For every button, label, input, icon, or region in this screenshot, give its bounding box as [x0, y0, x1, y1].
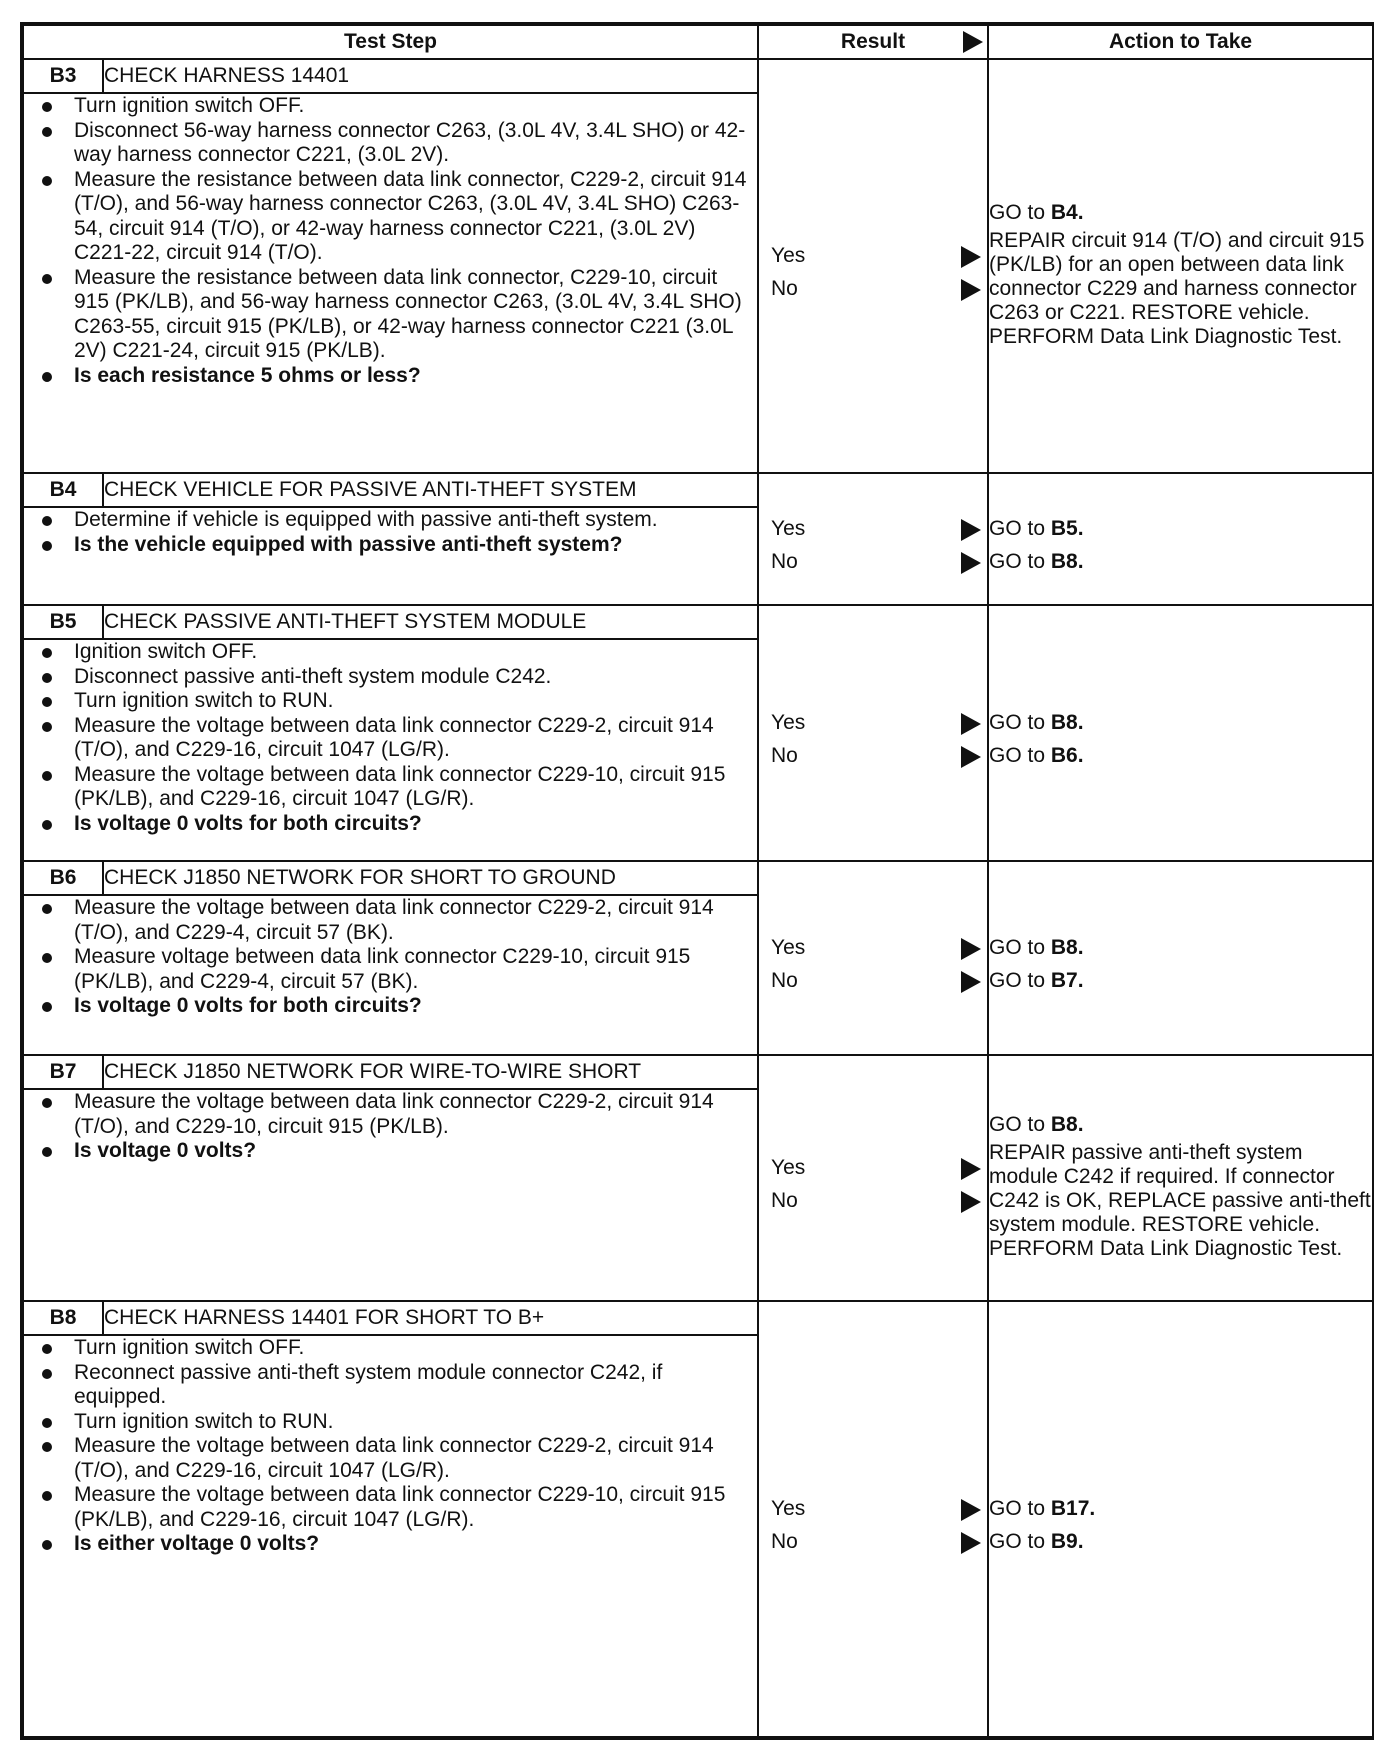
action-no-prefix: GO to — [989, 744, 1051, 767]
action-no — [989, 545, 1372, 578]
list-item: Measure the resistance between data link connector, C229-2, circuit 914 (T/O), and 56-way harness connector C263, (3.0L 4V, 3.4L SHO) C263-54, circuit 914 (T/O), or 42-way harness connector C221, (3.0L 2V) C221-22, circuit 914 (T/O). — [24, 168, 757, 266]
arrow-right-icon — [961, 519, 981, 541]
action-cell — [988, 605, 1373, 861]
action-yes-prefix: GO to — [989, 1112, 1051, 1136]
arrow-right-icon — [961, 279, 981, 301]
bullet-list — [24, 1336, 757, 1557]
result-yes-label: Yes — [771, 517, 806, 540]
step-instructions — [23, 1335, 758, 1737]
step-id: B4 — [23, 473, 103, 507]
step-title: CHECK J1850 NETWORK FOR SHORT TO GROUND — [103, 861, 758, 895]
action-no-target: B7. — [1050, 969, 1084, 992]
step-row-b3 — [23, 59, 1373, 93]
header-test-step: Test Step — [23, 25, 758, 59]
step-id: B6 — [23, 861, 103, 895]
step-title: CHECK HARNESS 14401 FOR SHORT TO B+ — [103, 1301, 758, 1335]
header-result — [758, 25, 988, 59]
diagnostic-table-sheet — [20, 22, 1374, 1740]
list-item: Disconnect passive anti-theft system module C242. — [24, 665, 757, 690]
step-title: CHECK VEHICLE FOR PASSIVE ANTI-THEFT SYSTEM — [103, 473, 758, 507]
result-cell — [758, 473, 988, 605]
result-yes — [759, 1151, 987, 1184]
action-no-target: B6. — [1050, 744, 1084, 767]
list-item: Measure the voltage between data link connector C229-10, circuit 915 (PK/LB), and C229-16, circuit 1047 (LG/R). — [24, 1483, 757, 1532]
result-yes-label: Yes — [771, 244, 806, 267]
bullet-list — [24, 508, 757, 557]
bullet-list — [24, 640, 757, 836]
action-yes-prefix: GO to — [989, 711, 1051, 734]
action-yes — [989, 512, 1372, 545]
result-yes — [759, 1492, 987, 1525]
result-yes — [759, 931, 987, 964]
action-yes-target: B8. — [1050, 936, 1084, 959]
action-yes-prefix: GO to — [989, 936, 1051, 959]
action-yes-target: B4. — [1050, 200, 1084, 224]
list-item: Turn ignition switch OFF. — [24, 1336, 757, 1361]
step-title: CHECK HARNESS 14401 — [103, 59, 758, 93]
bullet-list — [24, 1090, 757, 1164]
step-instructions — [23, 1089, 758, 1301]
step-row-b5 — [23, 605, 1373, 639]
step-question: Is the vehicle equipped with passive anti-theft system? — [24, 533, 757, 558]
action-no-prefix: GO to — [989, 969, 1051, 992]
result-no — [759, 272, 987, 305]
list-item: Ignition switch OFF. — [24, 640, 757, 665]
result-cell — [758, 605, 988, 861]
arrow-right-icon — [961, 971, 981, 993]
result-no-label: No — [771, 1530, 798, 1553]
action-yes — [989, 1108, 1372, 1141]
result-cell — [758, 1301, 988, 1737]
result-yes-label: Yes — [771, 936, 806, 959]
list-item: Turn ignition switch OFF. — [24, 94, 757, 119]
result-yes — [759, 706, 987, 739]
list-item: Reconnect passive anti-theft system module connector C242, if equipped. — [24, 1361, 757, 1410]
result-no — [759, 1184, 987, 1217]
action-yes-prefix: GO to — [989, 1497, 1051, 1520]
action-yes — [989, 931, 1372, 964]
action-no — [989, 1525, 1372, 1558]
action-no — [989, 964, 1372, 997]
result-no-label: No — [771, 550, 798, 573]
step-row-b7 — [23, 1055, 1373, 1089]
arrow-right-icon — [961, 1532, 981, 1554]
result-no-label: No — [771, 969, 798, 992]
action-no-target: B9. — [1050, 1530, 1084, 1553]
step-instructions — [23, 895, 758, 1055]
result-cell — [758, 861, 988, 1055]
action-yes-target: B8. — [1050, 1112, 1084, 1136]
action-no — [989, 739, 1372, 772]
list-item: Measure voltage between data link connector C229-10, circuit 915 (PK/LB), and C229-4, circuit 57 (BK). — [24, 945, 757, 994]
action-no-text: REPAIR passive anti-theft system module C242 if required. If connector C242 is OK, REPLACE passive anti-theft system module. RESTORE vehicle. PERFORM Data Link Diagnostic Test. — [989, 1140, 1371, 1260]
list-item: Determine if vehicle is equipped with passive anti-theft system. — [24, 508, 757, 533]
list-item: Measure the voltage between data link connector C229-2, circuit 914 (T/O), and C229-4, circuit 57 (BK). — [24, 896, 757, 945]
action-cell — [988, 473, 1373, 605]
bullet-list — [24, 896, 757, 1019]
action-yes-prefix: GO to — [989, 200, 1051, 224]
result-no — [759, 545, 987, 578]
arrow-right-icon — [961, 746, 981, 768]
step-id: B7 — [23, 1055, 103, 1089]
action-no-text: REPAIR circuit 914 (T/O) and circuit 915 (PK/LB) for an open between data link connector C229 and harness connector C263 or C221. RESTORE vehicle. PERFORM Data Link Diagnostic Test. — [989, 228, 1365, 348]
list-item: Measure the resistance between data link connector, C229-10, circuit 915 (PK/LB), and 56-way harness connector C263, (3.0L 4V, 3.4L SHO) C263-55, circuit 915 (PK/LB), or 42-way harness connector C221 (3.0L 2V) C221-24, circuit 915 (PK/LB). — [24, 266, 757, 364]
action-cell — [988, 1301, 1373, 1737]
step-question: Is voltage 0 volts? — [24, 1139, 757, 1164]
step-id: B5 — [23, 605, 103, 639]
header-result-label: Result — [840, 29, 906, 53]
list-item: Measure the voltage between data link connector C229-10, circuit 915 (PK/LB), and C229-16, circuit 1047 (LG/R). — [24, 763, 757, 812]
step-question: Is each resistance 5 ohms or less? — [24, 364, 757, 389]
result-no — [759, 964, 987, 997]
list-item: Measure the voltage between data link connector C229-2, circuit 914 (T/O), and C229-16, circuit 1047 (LG/R). — [24, 714, 757, 763]
arrow-right-icon — [961, 1191, 981, 1213]
arrow-right-icon — [961, 552, 981, 574]
step-instructions — [23, 507, 758, 605]
arrow-right-icon — [961, 938, 981, 960]
list-item: Measure the voltage between data link connector C229-2, circuit 914 (T/O), and C229-16, circuit 1047 (LG/R). — [24, 1434, 757, 1483]
result-cell — [758, 1055, 988, 1301]
arrow-right-icon — [961, 713, 981, 735]
result-yes-label: Yes — [771, 1156, 806, 1179]
step-instructions — [23, 639, 758, 861]
step-question: Is voltage 0 volts for both circuits? — [24, 812, 757, 837]
result-cell — [758, 59, 988, 473]
list-item: Disconnect 56-way harness connector C263, (3.0L 4V, 3.4L SHO) or 42-way harness connector C221, (3.0L 2V). — [24, 119, 757, 168]
step-question: Is either voltage 0 volts? — [24, 1532, 757, 1557]
step-title: CHECK PASSIVE ANTI-THEFT SYSTEM MODULE — [103, 605, 758, 639]
step-instructions — [23, 93, 758, 473]
list-item: Measure the voltage between data link connector C229-2, circuit 914 (T/O), and C229-10, circuit 915 (PK/LB). — [24, 1090, 757, 1139]
arrow-right-icon — [961, 1158, 981, 1180]
result-yes-label: Yes — [771, 711, 806, 734]
result-no — [759, 739, 987, 772]
step-row-b6 — [23, 861, 1373, 895]
result-yes — [759, 512, 987, 545]
action-yes — [989, 706, 1372, 739]
action-yes-target: B5. — [1050, 517, 1084, 540]
bullet-list — [24, 94, 757, 388]
result-no-label: No — [771, 277, 798, 300]
table-header-row — [23, 25, 1373, 59]
action-yes-prefix: GO to — [989, 517, 1051, 540]
action-no-target: B8. — [1050, 550, 1084, 573]
arrow-right-icon — [961, 246, 981, 268]
action-no-prefix: GO to — [989, 1530, 1051, 1553]
header-action: Action to Take — [988, 25, 1373, 59]
list-item: Turn ignition switch to RUN. — [24, 1410, 757, 1435]
action-cell — [988, 861, 1373, 1055]
action-yes — [989, 196, 1372, 229]
result-no — [759, 1525, 987, 1558]
list-item: Turn ignition switch to RUN. — [24, 689, 757, 714]
arrow-right-icon — [963, 31, 983, 53]
result-no-label: No — [771, 1189, 798, 1212]
arrow-right-icon — [961, 1499, 981, 1521]
step-row-b4 — [23, 473, 1373, 507]
action-no-prefix: GO to — [989, 550, 1051, 573]
diagnostic-table — [22, 24, 1374, 1738]
action-yes-target: B17. — [1050, 1497, 1096, 1520]
result-yes-label: Yes — [771, 1497, 806, 1520]
step-title: CHECK J1850 NETWORK FOR WIRE-TO-WIRE SHORT — [103, 1055, 758, 1089]
action-cell — [988, 1055, 1373, 1301]
step-row-b8 — [23, 1301, 1373, 1335]
action-yes — [989, 1492, 1372, 1525]
result-yes — [759, 239, 987, 272]
step-id: B3 — [23, 59, 103, 93]
step-id: B8 — [23, 1301, 103, 1335]
action-yes-target: B8. — [1050, 711, 1084, 734]
step-question: Is voltage 0 volts for both circuits? — [24, 994, 757, 1019]
action-cell — [988, 59, 1373, 473]
result-no-label: No — [771, 744, 798, 767]
